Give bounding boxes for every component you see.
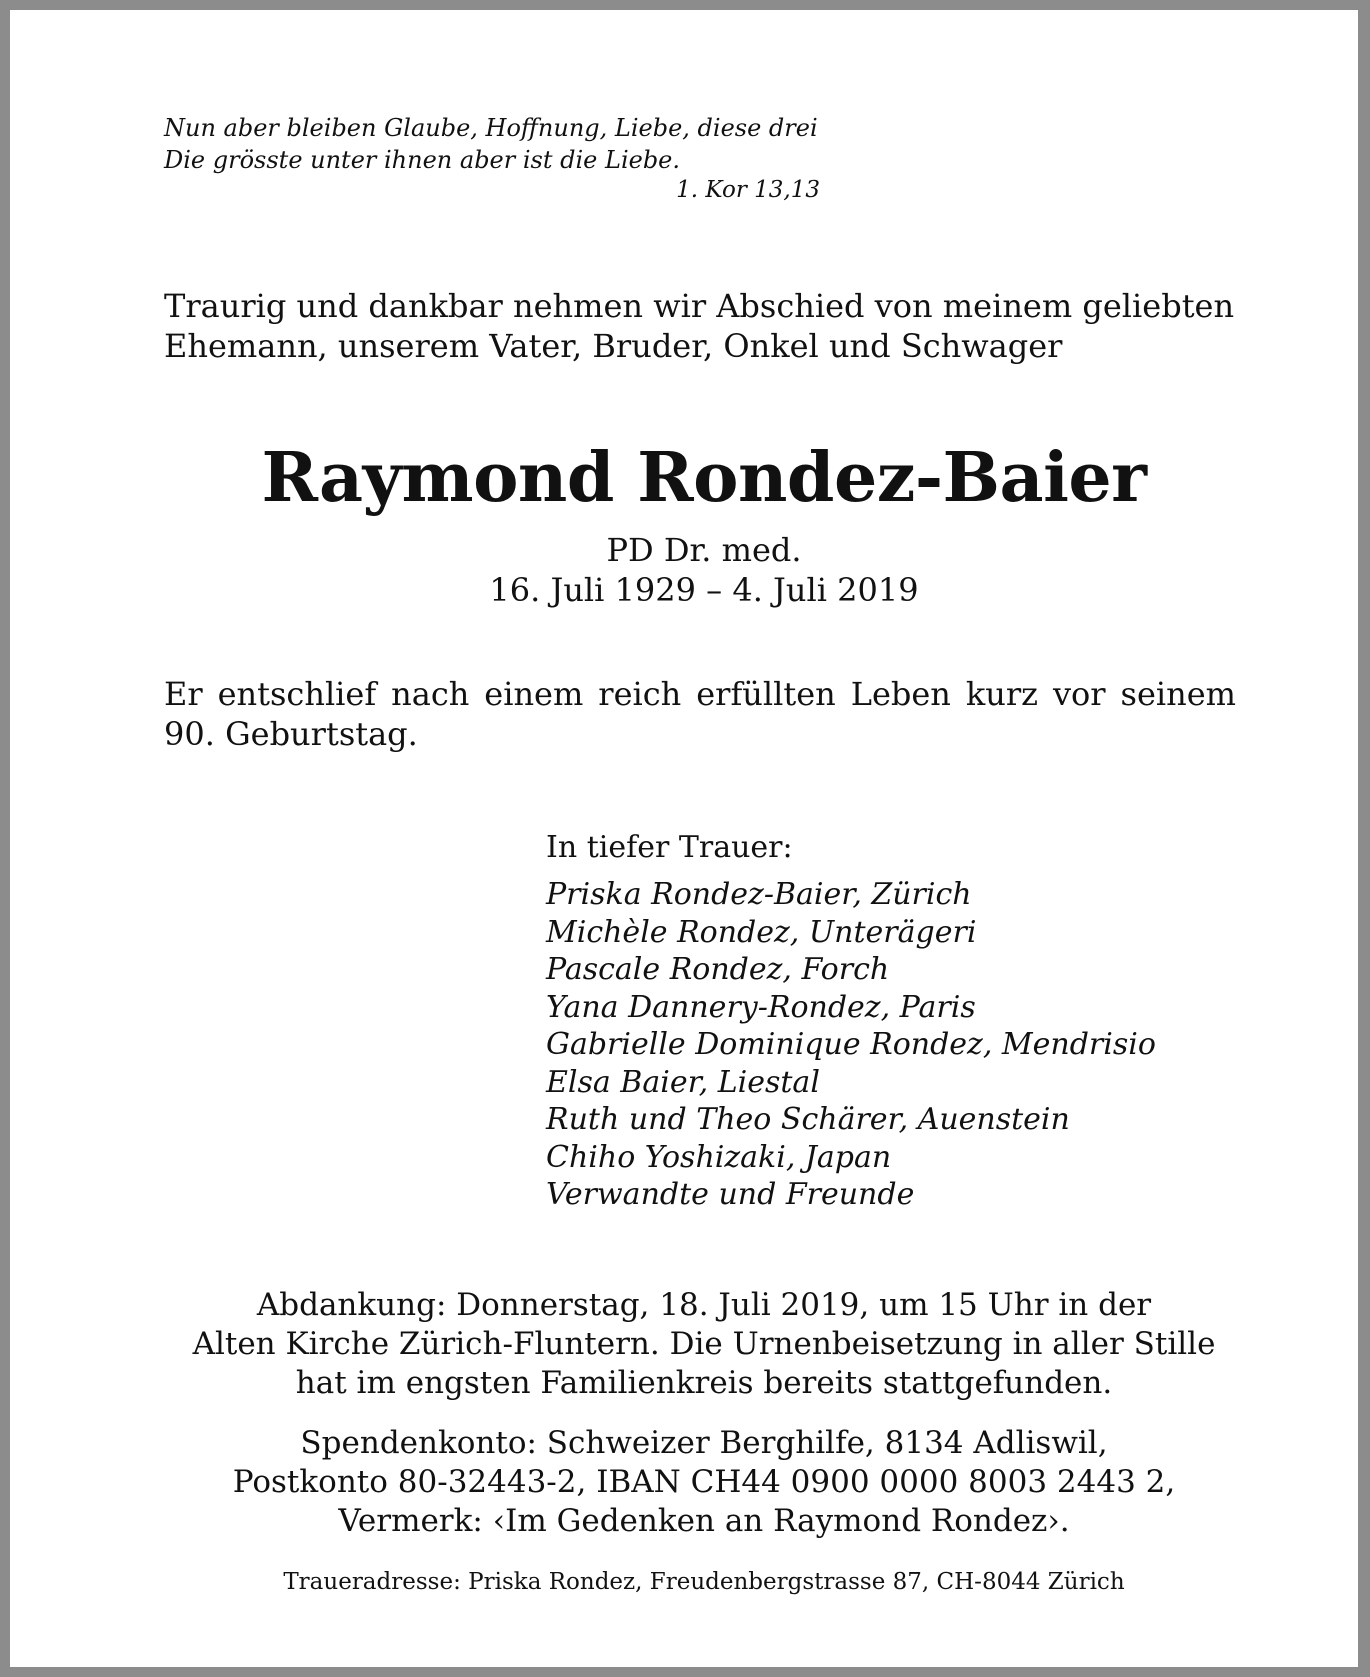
intro-line: Ehemann, unserem Vater, Bruder, Onkel und Schwager bbox=[164, 327, 1063, 365]
mourner-name: Michèle Rondez, Unterägeri bbox=[546, 914, 977, 950]
life-dates: 16. Juli 1929 – 4. Juli 2019 bbox=[489, 571, 919, 609]
mourner-name: Elsa Baier, Liestal bbox=[546, 1064, 820, 1100]
verse-line: Nun aber bleiben Glaube, Hoffnung, Liebe, diese drei bbox=[164, 114, 818, 142]
mourner-name: Pascale Rondez, Forch bbox=[546, 952, 890, 987]
service-line: Abdankung: Donnerstag, 18. Juli 2019, um 15 Uhr in der bbox=[256, 1287, 1152, 1323]
passing-text: Er entschlief nach einem reich erfüllten Leben kurz vor seinem 90. Geburtstag. bbox=[164, 675, 1236, 753]
mourner-name: Priska Rondez-Baier, Zürich bbox=[546, 877, 972, 912]
mourner-name: Verwandte und Freunde bbox=[546, 1177, 915, 1212]
mourner-name: Yana Dannery-Rondez, Paris bbox=[546, 989, 976, 1025]
donation-line: Postkonto 80-32443-2, IBAN CH44 0900 0000 8003 2443 2, bbox=[232, 1464, 1176, 1500]
obituary-notice bbox=[20, 20, 1368, 1677]
bible-verse bbox=[164, 112, 818, 176]
mourners-label: In tiefer Trauer: bbox=[546, 830, 793, 865]
mourner-name: Ruth und Theo Schärer, Auenstein bbox=[546, 1102, 1070, 1137]
verse-reference: 1. Kor 13,13 bbox=[676, 177, 820, 203]
mourner-name: Chiho Yoshizaki, Japan bbox=[546, 1139, 892, 1175]
mourners-list bbox=[546, 876, 1156, 1214]
service-line: hat im engsten Familienkreis bereits stattgefunden. bbox=[295, 1365, 1113, 1401]
deceased-title: PD Dr. med. bbox=[606, 531, 802, 569]
donation-line: Spendenkonto: Schweizer Berghilfe, 8134 Adliswil, bbox=[300, 1425, 1108, 1461]
service-details bbox=[164, 1286, 1244, 1403]
donation-line: Vermerk: ‹Im Gedenken an Raymond Rondez›. bbox=[338, 1503, 1070, 1539]
mourning-address: Traueradresse: Priska Rondez, Freudenbergstrasse 87, CH-8044 Zürich bbox=[283, 1569, 1125, 1595]
donation-details bbox=[164, 1424, 1244, 1541]
service-line: Alten Kirche Zürich-Fluntern. Die Urnenbeisetzung in aller Stille bbox=[192, 1326, 1216, 1362]
farewell-intro bbox=[164, 286, 1244, 366]
intro-line: Traurig und dankbar nehmen wir Abschied von meinem geliebten bbox=[164, 287, 1235, 325]
verse-line: Die grösste unter ihnen aber ist die Liebe. bbox=[164, 146, 681, 174]
mourner-name: Gabrielle Dominique Rondez, Mendrisio bbox=[546, 1027, 1156, 1062]
deceased-name: Raymond Rondez-Baier bbox=[261, 438, 1147, 518]
